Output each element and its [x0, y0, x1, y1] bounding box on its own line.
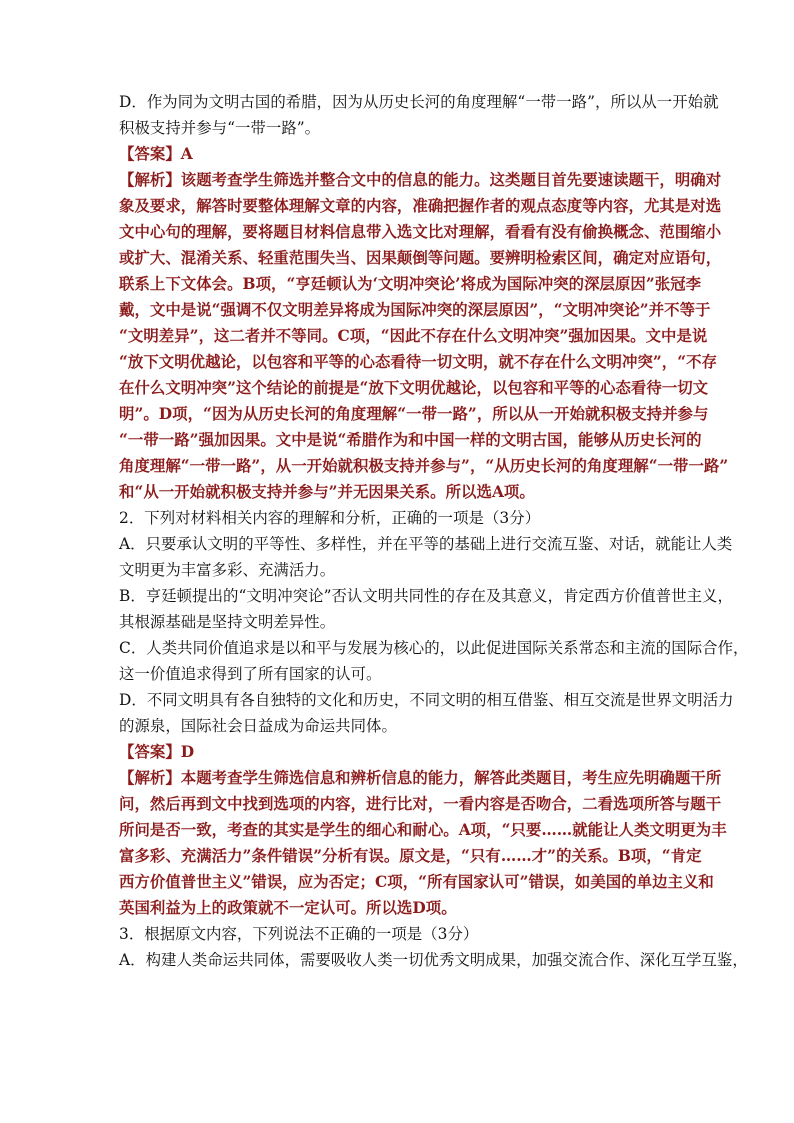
- q1-analysis-line-4: 或扩大、混淆关系、轻重范围失当、因果颠倒等问题。要辨明检索区间，确定对应语句，: [119, 249, 722, 267]
- q2-analysis-line-4: 富多彩、充满活力”条件错误”分析有误。原文是，“只有……才”的关系。B项，“肯定: [119, 847, 702, 865]
- q2-answer: [119, 739, 679, 765]
- q2-option-a-line-1: A．只要承认文明的平等性、多样性，并在平等的基础上进行交流互鉴、对话，就能让人类: [119, 535, 733, 553]
- q2-option-a-line-2: 文明更为丰富多彩、充满活力。: [119, 561, 336, 579]
- answer-tag: 【答案】: [119, 145, 181, 163]
- q1-analysis-line-6: 戴，文中是说“强调不仅文明差异将成为国际冲突的深层原因”，“文明冲突论”并不等于: [119, 301, 711, 319]
- q2-analysis-line-3: 所问是否一致，考查的其实是学生的细心和耐心。A项，“只要……就能让人类文明更为丰: [119, 821, 727, 839]
- q2-option-c-line-2: 这一价值追求得到了所有国家的认可。: [119, 665, 382, 683]
- q2-option-d-line-1: D．不同文明具有各自独特的文化和历史，不同文明的相互借鉴、相互交流是世界文明活力: [119, 691, 734, 709]
- q1-analysis-line-3: 文中心句的理解，要将题目材料信息带入选文比对理解，看看有没有偷换概念、范围缩小: [119, 223, 722, 241]
- q1-answer: [119, 141, 679, 167]
- analysis-text: 该题考查学生筛选并整合文中的信息的能力。这类题目首先要速读题干，明确对: [180, 171, 722, 189]
- q2-option-b-line-1: B．亨廷顿提出的“文明冲突论”否认文明共同性的存在及其意义，肯定西方价值普世主义，: [119, 587, 733, 605]
- q3-option-a-line-1: A．构建人类命运共同体，需要吸收人类一切优秀文明成果，加强交流合作、深化互学互鉴，: [119, 951, 748, 969]
- q1-analysis-line-1: [119, 167, 722, 193]
- q1-analysis-line-9: 在什么文明冲突”这个结论的前提是“放下文明优越论，以包容和平等的心态看待一切文: [119, 379, 709, 397]
- q1-analysis-line-10: 明”。D项，“因为从历史长河的角度理解“一带一路”，所以从一开始就积极支持并参与: [119, 405, 709, 423]
- q1-analysis-line-2: 象及要求，解答时要整体理解文章的内容，准确把握作者的观点态度等内容，尤其是对选: [119, 197, 722, 215]
- q2-analysis-line-5: 西方价值普世主义”错误，应为否定；C项，“所有国家认可”错误，如美国的单边主义和: [119, 873, 714, 891]
- q2-analysis-line-1: [119, 765, 722, 791]
- q1-analysis-line-5: 联系上下文体会。B项，“亨廷顿认为‘文明冲突论’将成为国际冲突的深层原因”张冠李: [119, 275, 702, 293]
- analysis-tag: 【解析】: [119, 171, 181, 189]
- analysis-text: 本题考查学生筛选信息和辨析信息的能力，解答此类题目，考生应先明确题干所: [180, 769, 722, 787]
- analysis-tag: 【解析】: [119, 769, 181, 787]
- q1-analysis-line-12: 角度理解“一带一路”，从一开始就积极支持并参与”，“从历史长河的角度理解“一带一路”: [119, 457, 729, 475]
- answer-tag: 【答案】: [119, 743, 181, 761]
- q3-stem: 3．根据原文内容，下列说法不正确的一项是（3分）: [119, 925, 479, 943]
- document-page: [119, 89, 749, 973]
- q2-analysis-line-2: 问，然后再到文中找到选项的内容，进行比对，一看内容是否吻合，二看选项所答与题干: [119, 795, 722, 813]
- q1-option-d-line-1: D．作为同为文明古国的希腊，因为从历史长河的角度理解“一带一路”，所以从一开始就: [119, 93, 719, 111]
- q1-analysis-line-13: 和“从一开始就积极支持并参与”并无因果关系。所以选A项。: [119, 483, 535, 501]
- q2-stem: 2．下列对材料相关内容的理解和分析，正确的一项是（3分）: [119, 509, 541, 527]
- q1-analysis-line-7: “文明差异”，这二者并不等同。C项，“因此不存在什么文明冲突”强加因果。文中是说: [119, 327, 708, 345]
- q2-option-d-line-2: 的源泉，国际社会日益成为命运共同体。: [119, 717, 397, 735]
- answer-value: A: [180, 145, 193, 163]
- q2-option-c-line-1: C．人类共同价值追求是以和平与发展为核心的，以此促进国际关系常态和主流的国际合作，: [119, 639, 749, 657]
- q1-analysis-line-11: “一带一路”强加因果。文中是说“希腊作为和中国一样的文明古国，能够从历史长河的: [119, 431, 702, 449]
- q1-option-d-line-2: 积极支持并参与“一带一路”。: [119, 119, 321, 137]
- q2-option-b-line-2: 其根源基础是坚持文明差异性。: [119, 613, 336, 631]
- q1-analysis-line-8: “放下文明优越论，以包容和平等的心态看待一切文明，就不存在什么文明冲突”，“不存: [119, 353, 718, 371]
- answer-value: D: [180, 743, 195, 761]
- q2-analysis-line-6: 英国利益为上的政策就不一定认可。所以选D项。: [119, 899, 457, 917]
